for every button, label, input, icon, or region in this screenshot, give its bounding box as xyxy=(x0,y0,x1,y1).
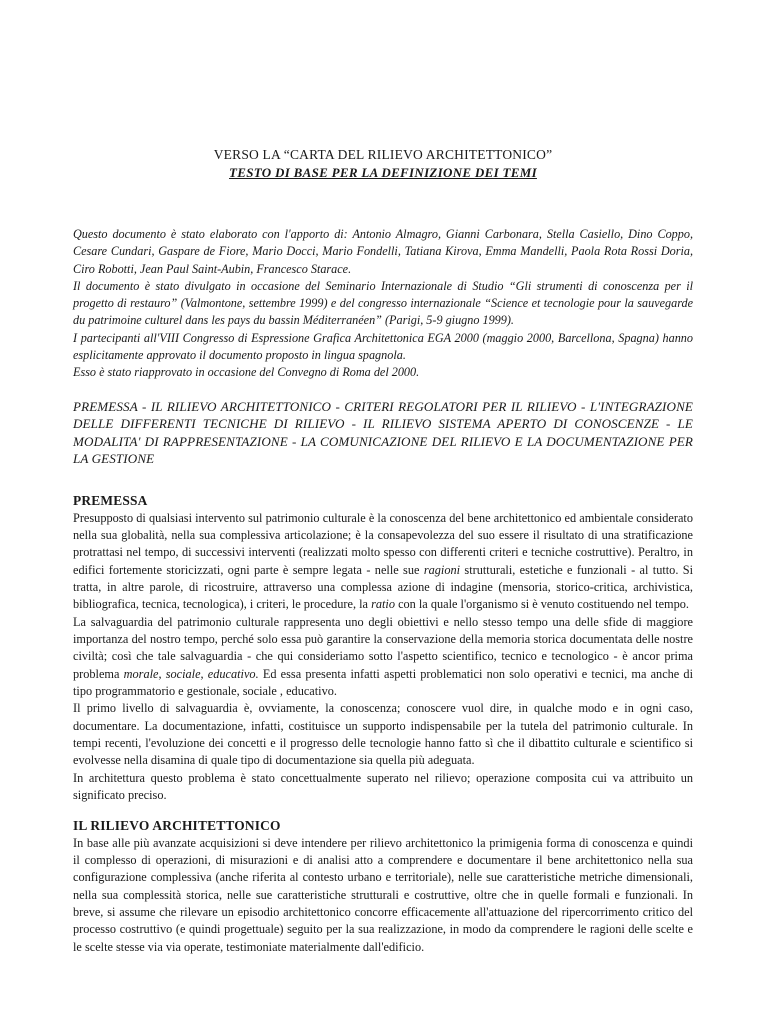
section-premessa xyxy=(73,492,693,805)
emphasis: ratio xyxy=(371,597,395,612)
text-run: con la quale l'organismo si è venuto costituendo nel tempo. xyxy=(398,597,689,612)
text-run: Ed essa presenta infatti aspetti problematici non solo operativi e tecnici, ma anche di tipo programmatorio e gestionale, sociale , educativo. xyxy=(73,666,694,699)
text-run: Presupposto di qualsiasi intervento sul patrimonio culturale è la conoscenza del bene architettonico ed ambientale considerato nella sua globalità, nella sua complessiva articolazione; è la consapevolezza del suo essere il risultato di una stratificazione protrattasi nel tempo, di successivi interventi (realizzati molto spesso con differenti criteri e tecniche costruttive). Peraltro, in edifici fortemente storicizzati, ogni parte è sempre legata - nelle sue xyxy=(73,510,693,577)
paragraph: In base alle più avanzate acquisizioni si deve intendere per rilievo architettonico la primigenia forma di conoscenza e quindi il complesso di operazioni, di misurazioni e di analisi atto a comprendere e documentare il bene architettonico nella sua configurazione complessiva (anche riferita al contesto urbano e territoriale), nelle sue caratteristiche metriche dimensionali, nella sua complessità storica, nelle sue caratteristiche strutturali e costruttive, oltre che in quelle formali e funzionali. In breve, si assume che rilevare un episodio architettonico concorre efficacemente all'attuazione del ripercorrimento critico del processo costruttivo (e quindi progettuale) seguito per la sua realizzazione, in modo da comprendere le ragioni delle scelte e le scelte stesse via via operate, testimoniate materialmente dall'edificio. xyxy=(73,835,693,954)
emphasis: morale, sociale, educativo. xyxy=(123,666,259,681)
credits-block xyxy=(73,226,693,382)
credits-reapproval: Esso è stato riapprovato in occasione del Convegno di Roma del 2000. xyxy=(73,365,420,380)
text-run: strutturali, estetiche e funzionali - al tutto. Si tratta, in altre parole, di ricostruire, attraverso una complessa azione di indagine (mensoria, storico-critica, archivistica, bibliografica, tecnica, tecnologica), i criteri, le procedure, la xyxy=(73,562,694,612)
emphasis: ragioni xyxy=(423,562,461,577)
paragraph xyxy=(73,614,693,701)
text-run: La salvaguardia del patrimonio culturale rappresenta uno degli obiettivi e nello stesso tempo una delle sfide di maggiore importanza del nostro tempo, perché solo essa può garantire la conservazione della memoria storica documentata delle nostre civiltà; così che tale salvaguardia - che qui consideriamo sotto l'aspetto scientifico, tecnico e tecnologico - è ancor prima problema xyxy=(73,614,693,681)
section-heading: IL RILIEVO ARCHITETTONICO xyxy=(73,817,281,833)
paragraph xyxy=(73,510,693,614)
section-heading: PREMESSA xyxy=(73,492,148,508)
section-body xyxy=(73,835,693,956)
document-title: VERSO LA “CARTA DEL RILIEVO ARCHITETTONICO” xyxy=(213,147,553,162)
paragraph: In architettura questo problema è stato concettualmente superato nel rilievo; operazione composita cui va attribuito un significato preciso. xyxy=(73,770,693,803)
document-subtitle: TESTO DI BASE PER LA DEFINIZIONE DEI TEMI xyxy=(229,165,537,180)
document-page xyxy=(73,146,693,956)
table-of-contents: PREMESSA - IL RILIEVO ARCHITETTONICO - CRITERI REGOLATORI PER IL RILIEVO - L'INTEGRAZIONE DELLE DIFFERENTI TECNICHE DI RILIEVO - IL RILIEVO SISTEMA APERTO DI CONOSCENZE - LE MODALITA' DI RAPPRESENTAZIONE - LA COMUNICAZIONE DEL RILIEVO E LA DOCUMENTAZIONE PER LA GESTIONE xyxy=(73,398,693,467)
credits-approval: I partecipanti all'VIII Congresso di Espressione Grafica Architettonica EGA 2000 (maggio 2000, Barcellona, Spagna) hanno esplicitamente approvato il documento proposto in lingua spagnola. xyxy=(73,330,693,363)
credits-dissemination: Il documento è stato divulgato in occasione del Seminario Internazionale di Studio “Gli strumenti di conoscenza per il progetto di restauro” (Valmontone, settembre 1999) e del congresso internazionale “Science et tecnologie pour la sauvegarde du patrimoine culturel dans les pays du bassin Méditerranéen” (Parigi, 5-9 giugno 1999). xyxy=(73,278,693,328)
section-body xyxy=(73,510,693,805)
credits-contributors: Questo documento è stato elaborato con l'apporto di: Antonio Almagro, Gianni Carbonara, Stella Casiello, Dino Coppo, Cesare Cundari, Gaspare de Fiore, Mario Docci, Mario Fondelli, Tatiana Kirova, Emma Mandelli, Paola Rota Rossi Doria, Ciro Robotti, Jean Paul Saint-Aubin, Francesco Starace. xyxy=(73,227,693,276)
section-rilievo xyxy=(73,817,693,956)
paragraph: Il primo livello di salvaguardia è, ovviamente, la conoscenza; conoscere vuol dire, in qualche modo e in ogni caso, documentare. La documentazione, infatti, costituisce un supporto indispensabile per la tutela del patrimonio culturale. In tempi recenti, l'evoluzione dei concetti e il progresso delle tecnologie hanno fatto sì che il dibattito culturale e scientifico si evolvesse nella disamina di quale tipo di documentazione sia quella più adeguata. xyxy=(73,701,693,768)
